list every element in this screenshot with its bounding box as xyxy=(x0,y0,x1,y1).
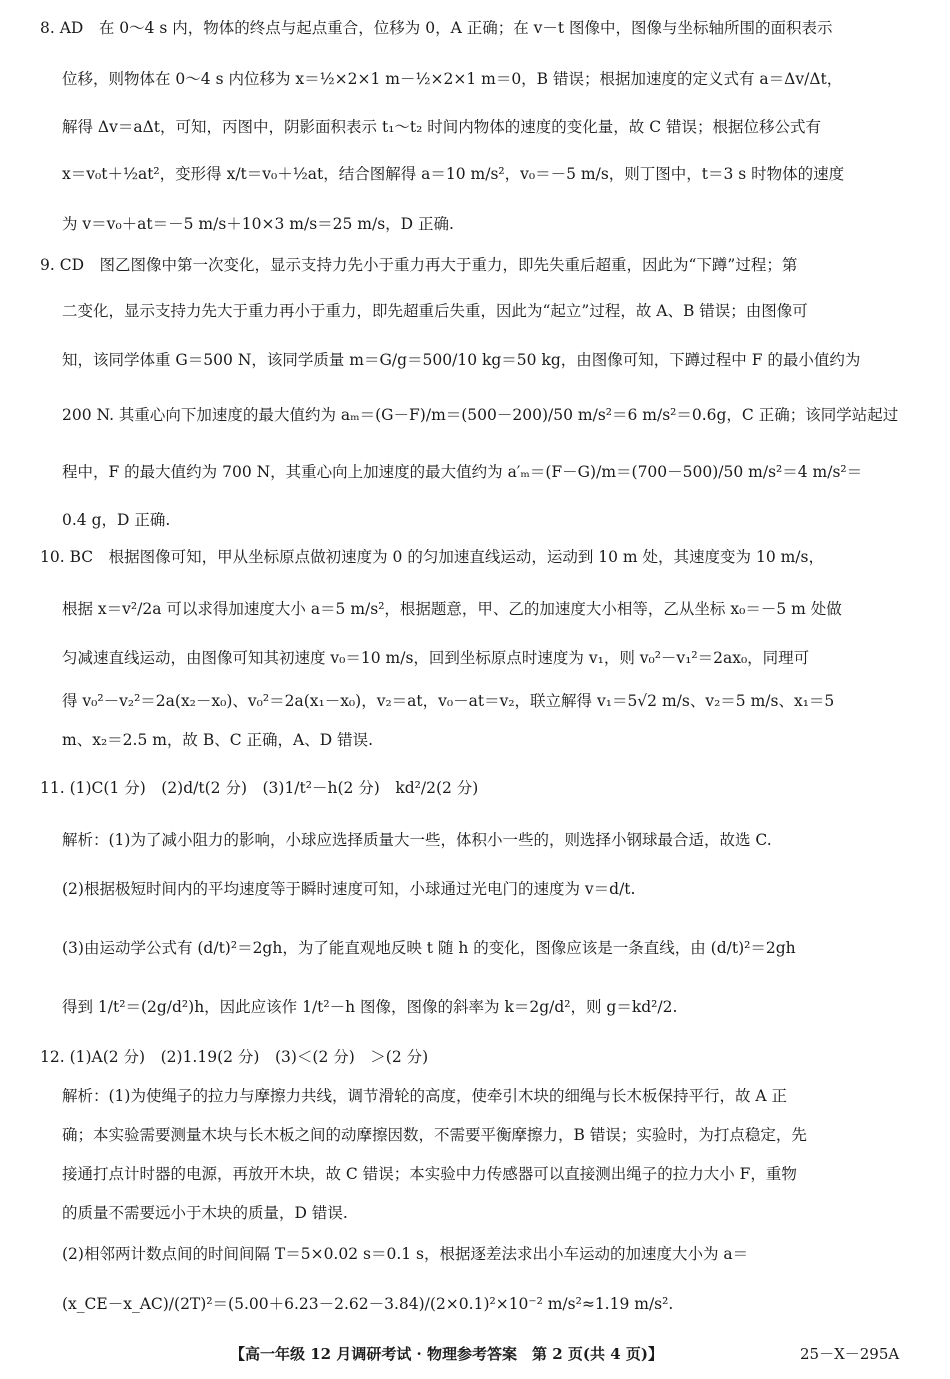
text-line: 的质量不需要远小于木块的质量，D 错误. xyxy=(62,1204,348,1222)
footer-code: 25－X－295A xyxy=(800,1345,900,1363)
text-line: 确；本实验需要测量木块与长木板之间的动摩擦因数，不需要平衡摩擦力，B 错误；实验时，为打点稳定，先 xyxy=(62,1126,807,1144)
text-line: 200 N. 其重心向下加速度的最大值约为 aₘ＝(G－F)/m＝(500－200)/50 m/s²＝6 m/s²＝0.6g，C 正确；该同学站起过 xyxy=(62,406,899,424)
text-line: (2)相邻两计数点间的时间间隔 T＝5×0.02 s＝0.1 s，根据逐差法求出小车运动的加速度大小为 a＝ xyxy=(62,1245,749,1263)
text-line: 匀减速直线运动，由图像可知其初速度 v₀＝10 m/s，回到坐标原点时速度为 v₁，则 v₀²－v₁²＝2ax₀，同理可 xyxy=(62,649,810,667)
text-line: 得到 1/t²＝(2g/d²)h，因此应该作 1/t²－h 图像，图像的斜率为 k＝2g/d²，则 g＝kd²/2. xyxy=(62,998,678,1016)
text-line: 8. AD 在 0～4 s 内，物体的终点与起点重合，位移为 0，A 正确；在 v－t 图像中，图像与坐标轴所围的面积表示 xyxy=(40,19,833,37)
text-line: (2)根据极短时间内的平均速度等于瞬时速度可知，小球通过光电门的速度为 v＝d/t. xyxy=(62,880,636,898)
text-line: 10. BC 根据图像可知，甲从坐标原点做初速度为 0 的匀加速直线运动，运动到 10 m 处，其速度变为 10 m/s， xyxy=(40,548,824,566)
footer-title: 【高一年级 12 月调研考试 · 物理参考答案 第 2 页(共 4 页)】 xyxy=(230,1345,663,1363)
text-line: 程中，F 的最大值约为 700 N，其重心向上加速度的最大值约为 a′ₘ＝(F－G)/m＝(700－500)/50 m/s²＝4 m/s²＝ xyxy=(62,463,863,481)
text-line: 11. (1)C(1 分) (2)d/t(2 分) (3)1/t²－h(2 分) kd²/2(2 分) xyxy=(40,779,479,797)
text-line: 为 v＝v₀＋at＝－5 m/s＋10×3 m/s＝25 m/s，D 正确. xyxy=(62,215,454,233)
text-line: 12. (1)A(2 分) (2)1.19(2 分) (3)＜(2 分) ＞(2 分) xyxy=(40,1048,429,1066)
text-line: (3)由运动学公式有 (d/t)²＝2gh，为了能直观地反映 t 随 h 的变化，图像应该是一条直线，由 (d/t)²＝2gh xyxy=(62,939,796,957)
text-line: 位移，则物体在 0～4 s 内位移为 x＝½×2×1 m－½×2×1 m＝0，B 错误；根据加速度的定义式有 a＝Δv/Δt， xyxy=(62,70,843,88)
text-line: 解析：(1)为了减小阻力的影响，小球应选择质量大一些，体积小一些的，则选择小钢球最合适，故选 C. xyxy=(62,831,772,849)
text-line: m、x₂＝2.5 m，故 B、C 正确，A、D 错误. xyxy=(62,731,374,749)
text-line: 知，该同学体重 G＝500 N，该同学质量 m＝G/g＝500/10 kg＝50 kg，由图像可知，下蹲过程中 F 的最小值约为 xyxy=(62,351,861,369)
text-line: x＝v₀t＋½at²，变形得 x/t＝v₀＋½at，结合图解得 a＝10 m/s²，v₀＝－5 m/s，则丁图中，t＝3 s 时物体的速度 xyxy=(62,165,845,183)
text-line: 解得 Δv＝aΔt，可知，丙图中，阴影面积表示 t₁～t₂ 时间内物体的速度的变化量，故 C 错误；根据位移公式有 xyxy=(62,118,821,136)
text-line: 9. CD 图乙图像中第一次变化，显示支持力先小于重力再大于重力，即先失重后超重，因此为“下蹲”过程；第 xyxy=(40,256,798,274)
text-line: 根据 x＝v²/2a 可以求得加速度大小 a＝5 m/s²，根据题意，甲、乙的加速度大小相等，乙从坐标 x₀＝－5 m 处做 xyxy=(62,600,842,618)
text-line: 0.4 g，D 正确. xyxy=(62,511,171,529)
text-line: 接通打点计时器的电源，再放开木块，故 C 错误；本实验中力传感器可以直接测出绳子的拉力大小 F，重物 xyxy=(62,1165,797,1183)
text-line: 解析：(1)为使绳子的拉力与摩擦力共线，调节滑轮的高度，使牵引木块的细绳与长木板保持平行，故 A 正 xyxy=(62,1087,788,1105)
text-line: 得 v₀²－v₂²＝2a(x₂－x₀)、v₀²＝2a(x₁－x₀)，v₂＝at，v₀－at＝v₂，联立解得 v₁＝5√2 m/s、v₂＝5 m/s、x₁＝5 xyxy=(62,692,835,710)
text-line: 二变化，显示支持力先大于重力再小于重力，即先超重后失重，因此为“起立”过程，故 A、B 错误；由图像可 xyxy=(62,302,808,320)
text-line: (x_CE－x_AC)/(2T)²＝(5.00＋6.23－2.62－3.84)/(2×0.1)²×10⁻² m/s²≈1.19 m/s². xyxy=(62,1295,674,1313)
